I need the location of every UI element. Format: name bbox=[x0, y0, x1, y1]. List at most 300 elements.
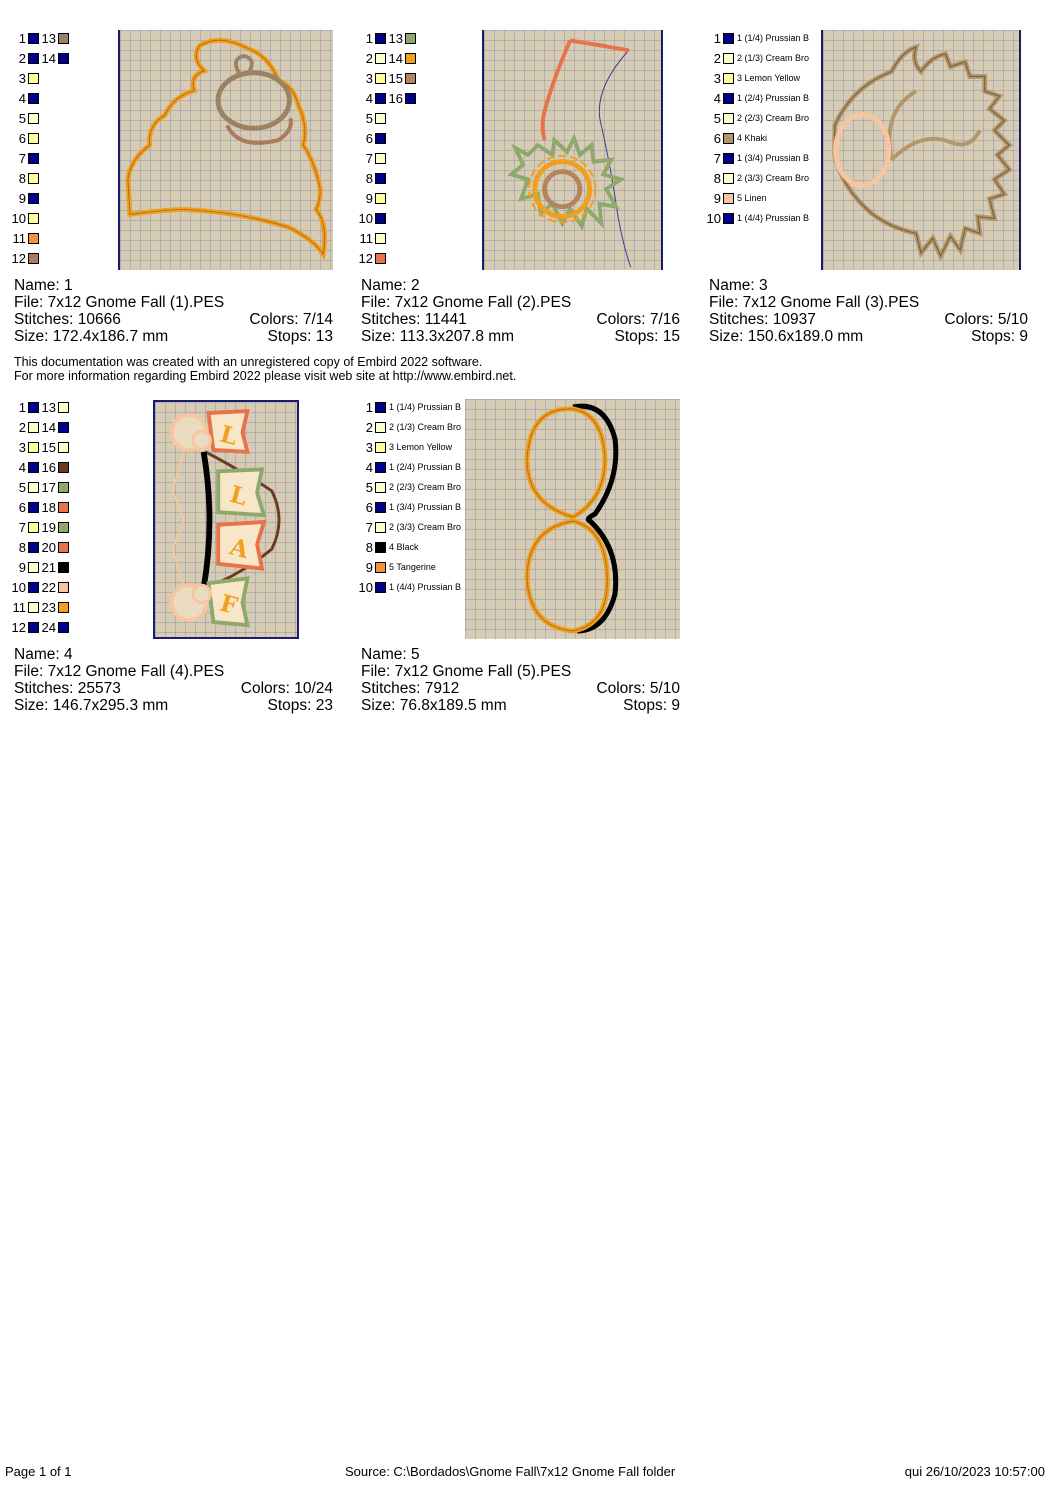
color-number: 4 bbox=[18, 459, 26, 475]
color-swatch bbox=[375, 582, 386, 593]
color-entry bbox=[40, 557, 69, 577]
color-swatch bbox=[58, 622, 69, 633]
color-swatch bbox=[28, 442, 39, 453]
color-swatch bbox=[723, 133, 734, 144]
color-number: 11 bbox=[359, 230, 373, 246]
color-entry bbox=[347, 148, 386, 168]
design-size: Size: 146.7x295.3 mm bbox=[14, 697, 169, 714]
color-number: 3 bbox=[18, 439, 26, 455]
color-entry bbox=[347, 497, 461, 517]
color-swatch bbox=[28, 153, 39, 164]
color-swatch bbox=[58, 522, 69, 533]
svg-text:F: F bbox=[217, 588, 241, 621]
color-entry bbox=[695, 168, 809, 188]
color-entry bbox=[40, 517, 69, 537]
color-number: 21 bbox=[41, 559, 56, 575]
color-entry bbox=[0, 577, 39, 597]
design-stops: Stops: 9 bbox=[971, 328, 1028, 345]
color-swatch bbox=[405, 93, 416, 104]
color-swatch bbox=[28, 253, 39, 264]
color-swatch bbox=[28, 422, 39, 433]
color-swatch bbox=[375, 113, 386, 124]
color-number: 8 bbox=[365, 170, 373, 186]
color-number: 7 bbox=[713, 150, 721, 166]
color-number: 14 bbox=[41, 50, 56, 66]
color-swatch bbox=[28, 462, 39, 473]
color-number: 1 bbox=[713, 30, 721, 46]
color-entry bbox=[347, 28, 386, 48]
color-number: 16 bbox=[388, 90, 403, 106]
color-name: 1 (4/4) Prussian B bbox=[389, 582, 462, 592]
color-number: 9 bbox=[365, 559, 373, 575]
color-swatch bbox=[28, 133, 39, 144]
design-preview bbox=[118, 30, 333, 270]
color-number: 11 bbox=[12, 230, 26, 246]
color-entry bbox=[40, 48, 69, 68]
color-swatch bbox=[28, 33, 39, 44]
design-preview bbox=[465, 399, 680, 639]
color-entry bbox=[0, 228, 39, 248]
color-swatch bbox=[28, 582, 39, 593]
color-entry bbox=[0, 188, 39, 208]
color-swatch bbox=[58, 602, 69, 613]
color-entry bbox=[0, 597, 39, 617]
color-swatch bbox=[375, 482, 386, 493]
color-swatch bbox=[58, 462, 69, 473]
color-swatch bbox=[28, 73, 39, 84]
color-number: 1 bbox=[18, 399, 26, 415]
svg-text:A: A bbox=[226, 532, 252, 565]
color-entry bbox=[0, 437, 39, 457]
design-name: Name: 3 bbox=[709, 277, 768, 294]
color-entry bbox=[40, 457, 69, 477]
color-swatch bbox=[723, 93, 734, 104]
color-entry bbox=[695, 208, 809, 228]
design-stitches: Stitches: 10666 bbox=[14, 311, 121, 328]
design-info bbox=[14, 277, 333, 345]
color-entry bbox=[695, 148, 809, 168]
color-number: 4 bbox=[18, 90, 26, 106]
color-number: 1 bbox=[365, 30, 373, 46]
color-entry bbox=[347, 537, 419, 557]
color-entry bbox=[0, 617, 39, 637]
notice-line-1: This documentation was created with an unregistered copy of Embird 2022 software. bbox=[14, 355, 483, 369]
color-swatch bbox=[58, 542, 69, 553]
color-number: 12 bbox=[358, 250, 373, 266]
color-entry bbox=[40, 597, 69, 617]
color-number: 5 bbox=[713, 110, 721, 126]
color-entry bbox=[347, 417, 461, 437]
design-1 bbox=[0, 0, 345, 350]
color-number: 13 bbox=[41, 399, 56, 415]
color-entry bbox=[40, 397, 69, 417]
design-info bbox=[709, 277, 1028, 345]
color-number: 6 bbox=[365, 499, 373, 515]
color-entry bbox=[0, 517, 39, 537]
color-number: 20 bbox=[41, 539, 56, 555]
color-number: 15 bbox=[388, 70, 403, 86]
color-entry bbox=[347, 168, 386, 188]
color-swatch bbox=[375, 402, 386, 413]
color-name: 1 (1/4) Prussian B bbox=[389, 402, 462, 412]
color-number: 2 bbox=[365, 419, 373, 435]
color-swatch bbox=[58, 582, 69, 593]
color-entry bbox=[40, 477, 69, 497]
color-number: 9 bbox=[713, 190, 721, 206]
design-file: File: 7x12 Gnome Fall (5).PES bbox=[361, 663, 572, 680]
color-entry bbox=[0, 497, 39, 517]
color-number: 9 bbox=[365, 190, 373, 206]
color-entry bbox=[40, 497, 69, 517]
design-colors: Colors: 5/10 bbox=[944, 311, 1028, 328]
design-file: File: 7x12 Gnome Fall (4).PES bbox=[14, 663, 225, 680]
color-entry bbox=[347, 397, 461, 417]
color-entry bbox=[695, 48, 809, 68]
color-name: 2 (3/3) Cream Bro bbox=[737, 173, 810, 183]
color-entry bbox=[0, 48, 39, 68]
color-number: 2 bbox=[365, 50, 373, 66]
color-number: 6 bbox=[713, 130, 721, 146]
color-entry bbox=[0, 128, 39, 148]
color-name: 2 (3/3) Cream Bro bbox=[389, 522, 462, 532]
color-swatch bbox=[375, 442, 386, 453]
design-size: Size: 172.4x186.7 mm bbox=[14, 328, 169, 345]
color-entry bbox=[347, 68, 386, 88]
color-number: 12 bbox=[11, 619, 26, 635]
color-number: 11 bbox=[12, 599, 26, 615]
color-number: 7 bbox=[18, 150, 26, 166]
color-entry bbox=[0, 148, 39, 168]
color-entry bbox=[347, 208, 386, 228]
design-3 bbox=[695, 0, 1040, 350]
color-number: 10 bbox=[706, 210, 721, 226]
design-2 bbox=[347, 0, 692, 350]
color-swatch bbox=[723, 193, 734, 204]
design-stitches: Stitches: 10937 bbox=[709, 311, 816, 328]
color-entry bbox=[0, 28, 39, 48]
color-swatch bbox=[28, 402, 39, 413]
design-file: File: 7x12 Gnome Fall (2).PES bbox=[361, 294, 572, 311]
color-swatch bbox=[375, 562, 386, 573]
color-entry bbox=[695, 68, 800, 88]
color-swatch bbox=[405, 33, 416, 44]
color-name: 3 Lemon Yellow bbox=[389, 442, 453, 452]
color-number: 17 bbox=[41, 479, 56, 495]
design-stops: Stops: 13 bbox=[267, 328, 333, 345]
color-name: 1 (2/4) Prussian B bbox=[737, 93, 810, 103]
svg-text:L: L bbox=[226, 479, 251, 512]
color-swatch bbox=[58, 482, 69, 493]
color-swatch bbox=[58, 502, 69, 513]
color-name: 1 (1/4) Prussian B bbox=[737, 33, 810, 43]
color-entry bbox=[0, 68, 39, 88]
color-number: 10 bbox=[11, 579, 26, 595]
design-info bbox=[14, 646, 333, 714]
embroidery-image bbox=[465, 399, 680, 639]
color-entry bbox=[40, 537, 69, 557]
color-entry bbox=[387, 88, 416, 108]
color-swatch bbox=[375, 33, 386, 44]
color-number: 16 bbox=[41, 459, 56, 475]
color-swatch bbox=[28, 193, 39, 204]
color-swatch bbox=[28, 502, 39, 513]
design-colors: Colors: 5/10 bbox=[596, 680, 680, 697]
color-swatch bbox=[28, 53, 39, 64]
design-stops: Stops: 23 bbox=[267, 697, 333, 714]
embroidery-image bbox=[484, 30, 661, 270]
color-swatch bbox=[28, 113, 39, 124]
svg-text:L: L bbox=[217, 419, 241, 451]
design-4 bbox=[0, 369, 345, 719]
color-swatch bbox=[375, 213, 386, 224]
color-number: 10 bbox=[358, 210, 373, 226]
color-number: 6 bbox=[18, 499, 26, 515]
color-number: 14 bbox=[41, 419, 56, 435]
design-stitches: Stitches: 11441 bbox=[361, 311, 467, 328]
color-swatch bbox=[28, 522, 39, 533]
color-entry bbox=[40, 417, 69, 437]
color-entry bbox=[347, 228, 386, 248]
color-number: 4 bbox=[365, 459, 373, 475]
color-number: 9 bbox=[18, 559, 26, 575]
color-swatch bbox=[58, 33, 69, 44]
color-swatch bbox=[723, 213, 734, 224]
color-number: 8 bbox=[713, 170, 721, 186]
color-entry bbox=[347, 577, 461, 597]
design-info bbox=[361, 277, 680, 345]
design-name: Name: 2 bbox=[361, 277, 420, 294]
color-number: 13 bbox=[388, 30, 403, 46]
color-entry bbox=[0, 108, 39, 128]
color-number: 3 bbox=[365, 70, 373, 86]
color-number: 4 bbox=[365, 90, 373, 106]
color-name: 1 (4/4) Prussian B bbox=[737, 213, 810, 223]
color-swatch bbox=[723, 173, 734, 184]
design-preview bbox=[821, 30, 1021, 270]
color-entry bbox=[347, 457, 461, 477]
color-swatch bbox=[58, 402, 69, 413]
color-swatch bbox=[58, 562, 69, 573]
color-number: 4 bbox=[713, 90, 721, 106]
color-name: 4 Black bbox=[389, 542, 419, 552]
color-number: 3 bbox=[713, 70, 721, 86]
color-number: 2 bbox=[18, 419, 26, 435]
color-number: 1 bbox=[365, 399, 373, 415]
color-name: 2 (2/3) Cream Bro bbox=[389, 482, 462, 492]
design-size: Size: 113.3x207.8 mm bbox=[361, 328, 515, 345]
design-preview bbox=[153, 400, 299, 639]
color-name: 1 (2/4) Prussian B bbox=[389, 462, 462, 472]
color-swatch bbox=[375, 93, 386, 104]
color-entry bbox=[40, 437, 69, 457]
design-5 bbox=[347, 369, 692, 719]
color-entry bbox=[695, 88, 809, 108]
design-colors: Colors: 7/14 bbox=[249, 311, 333, 328]
color-swatch bbox=[28, 93, 39, 104]
color-entry bbox=[0, 168, 39, 188]
color-number: 12 bbox=[11, 250, 26, 266]
color-number: 1 bbox=[18, 30, 26, 46]
color-entry bbox=[0, 397, 39, 417]
page-number: Page 1 of 1 bbox=[5, 1464, 72, 1479]
design-info bbox=[361, 646, 680, 714]
color-number: 5 bbox=[18, 110, 26, 126]
color-number: 8 bbox=[18, 170, 26, 186]
color-number: 2 bbox=[18, 50, 26, 66]
color-number: 14 bbox=[388, 50, 403, 66]
color-entry bbox=[0, 88, 39, 108]
design-file: File: 7x12 Gnome Fall (3).PES bbox=[709, 294, 920, 311]
color-swatch bbox=[375, 173, 386, 184]
color-swatch bbox=[28, 233, 39, 244]
color-entry bbox=[347, 48, 386, 68]
color-number: 7 bbox=[365, 519, 373, 535]
color-swatch bbox=[723, 53, 734, 64]
color-number: 24 bbox=[41, 619, 56, 635]
color-entry bbox=[387, 48, 416, 68]
design-colors: Colors: 10/24 bbox=[240, 680, 333, 697]
color-number: 5 bbox=[365, 479, 373, 495]
color-swatch bbox=[28, 173, 39, 184]
color-number: 2 bbox=[713, 50, 721, 66]
color-number: 19 bbox=[41, 519, 56, 535]
color-entry bbox=[40, 617, 69, 637]
color-entry bbox=[0, 208, 39, 228]
print-datetime: qui 26/10/2023 10:57:00 bbox=[904, 1464, 1045, 1479]
color-entry bbox=[40, 577, 69, 597]
color-swatch bbox=[375, 542, 386, 553]
color-name: 2 (1/3) Cream Bro bbox=[389, 422, 462, 432]
color-entry bbox=[0, 537, 39, 557]
color-swatch bbox=[375, 153, 386, 164]
color-entry bbox=[347, 128, 386, 148]
color-swatch bbox=[405, 53, 416, 64]
color-number: 23 bbox=[41, 599, 56, 615]
color-entry bbox=[695, 128, 767, 148]
color-entry bbox=[347, 108, 386, 128]
color-entry bbox=[0, 477, 39, 497]
color-swatch bbox=[375, 502, 386, 513]
color-swatch bbox=[28, 622, 39, 633]
color-number: 7 bbox=[18, 519, 26, 535]
color-number: 13 bbox=[41, 30, 56, 46]
design-name: Name: 1 bbox=[14, 277, 73, 294]
design-stitches: Stitches: 7912 bbox=[361, 680, 460, 697]
color-number: 7 bbox=[365, 150, 373, 166]
color-number: 6 bbox=[365, 130, 373, 146]
color-name: 2 (2/3) Cream Bro bbox=[737, 113, 810, 123]
color-number: 9 bbox=[18, 190, 26, 206]
color-number: 15 bbox=[41, 439, 56, 455]
color-swatch bbox=[375, 422, 386, 433]
color-swatch bbox=[375, 233, 386, 244]
color-swatch bbox=[28, 482, 39, 493]
color-name: 1 (3/4) Prussian B bbox=[389, 502, 462, 512]
color-entry bbox=[347, 517, 461, 537]
color-swatch bbox=[58, 442, 69, 453]
color-name: 3 Lemon Yellow bbox=[737, 73, 801, 83]
embroidery-image bbox=[155, 402, 297, 637]
color-swatch bbox=[723, 73, 734, 84]
design-colors: Colors: 7/16 bbox=[596, 311, 680, 328]
color-entry bbox=[40, 28, 69, 48]
color-swatch bbox=[375, 73, 386, 84]
design-file: File: 7x12 Gnome Fall (1).PES bbox=[14, 294, 225, 311]
design-stops: Stops: 9 bbox=[623, 697, 680, 714]
color-number: 3 bbox=[365, 439, 373, 455]
color-swatch bbox=[375, 253, 386, 264]
color-number: 22 bbox=[41, 579, 56, 595]
notice-line-2: For more information regarding Embird 2022 please visit web site at http://www.embird.net. bbox=[14, 369, 517, 383]
source-path: Source: C:\Bordados\Gnome Fall\7x12 Gnome Fall folder bbox=[345, 1464, 676, 1479]
color-swatch bbox=[375, 53, 386, 64]
color-swatch bbox=[28, 213, 39, 224]
color-swatch bbox=[375, 133, 386, 144]
design-size: Size: 150.6x189.0 mm bbox=[709, 328, 864, 345]
color-number: 5 bbox=[18, 479, 26, 495]
color-entry bbox=[387, 28, 416, 48]
embroidery-image bbox=[823, 30, 1019, 270]
color-entry bbox=[347, 477, 461, 497]
color-entry bbox=[347, 557, 436, 577]
color-name: 5 Tangerine bbox=[389, 562, 436, 572]
color-swatch bbox=[28, 602, 39, 613]
design-name: Name: 4 bbox=[14, 646, 73, 663]
design-name: Name: 5 bbox=[361, 646, 420, 663]
color-entry bbox=[347, 437, 452, 457]
color-entry bbox=[347, 88, 386, 108]
color-number: 10 bbox=[11, 210, 26, 226]
color-number: 8 bbox=[365, 539, 373, 555]
color-entry bbox=[695, 108, 809, 128]
color-number: 5 bbox=[365, 110, 373, 126]
color-entry bbox=[0, 457, 39, 477]
color-swatch bbox=[58, 53, 69, 64]
color-number: 3 bbox=[18, 70, 26, 86]
design-stitches: Stitches: 25573 bbox=[14, 680, 121, 697]
design-stops: Stops: 15 bbox=[614, 328, 680, 345]
design-preview bbox=[482, 30, 663, 270]
color-name: 4 Khaki bbox=[737, 133, 768, 143]
color-number: 18 bbox=[41, 499, 56, 515]
color-entry bbox=[0, 417, 39, 437]
color-entry bbox=[0, 557, 39, 577]
color-name: 2 (1/3) Cream Bro bbox=[737, 53, 810, 63]
color-swatch bbox=[28, 562, 39, 573]
color-swatch bbox=[58, 422, 69, 433]
color-entry bbox=[347, 248, 386, 268]
color-entry bbox=[695, 188, 767, 208]
design-size: Size: 76.8x189.5 mm bbox=[361, 697, 507, 714]
color-swatch bbox=[375, 462, 386, 473]
color-swatch bbox=[375, 522, 386, 533]
color-entry bbox=[387, 68, 416, 88]
color-entry bbox=[695, 28, 809, 48]
color-swatch bbox=[723, 153, 734, 164]
embroidery-image bbox=[120, 30, 333, 270]
color-swatch bbox=[723, 113, 734, 124]
color-swatch bbox=[405, 73, 416, 84]
color-number: 8 bbox=[18, 539, 26, 555]
color-name: 1 (3/4) Prussian B bbox=[737, 153, 810, 163]
color-entry bbox=[347, 188, 386, 208]
color-swatch bbox=[375, 193, 386, 204]
color-swatch bbox=[28, 542, 39, 553]
color-entry bbox=[0, 248, 39, 268]
color-number: 10 bbox=[358, 579, 373, 595]
color-number: 6 bbox=[18, 130, 26, 146]
color-swatch bbox=[723, 33, 734, 44]
